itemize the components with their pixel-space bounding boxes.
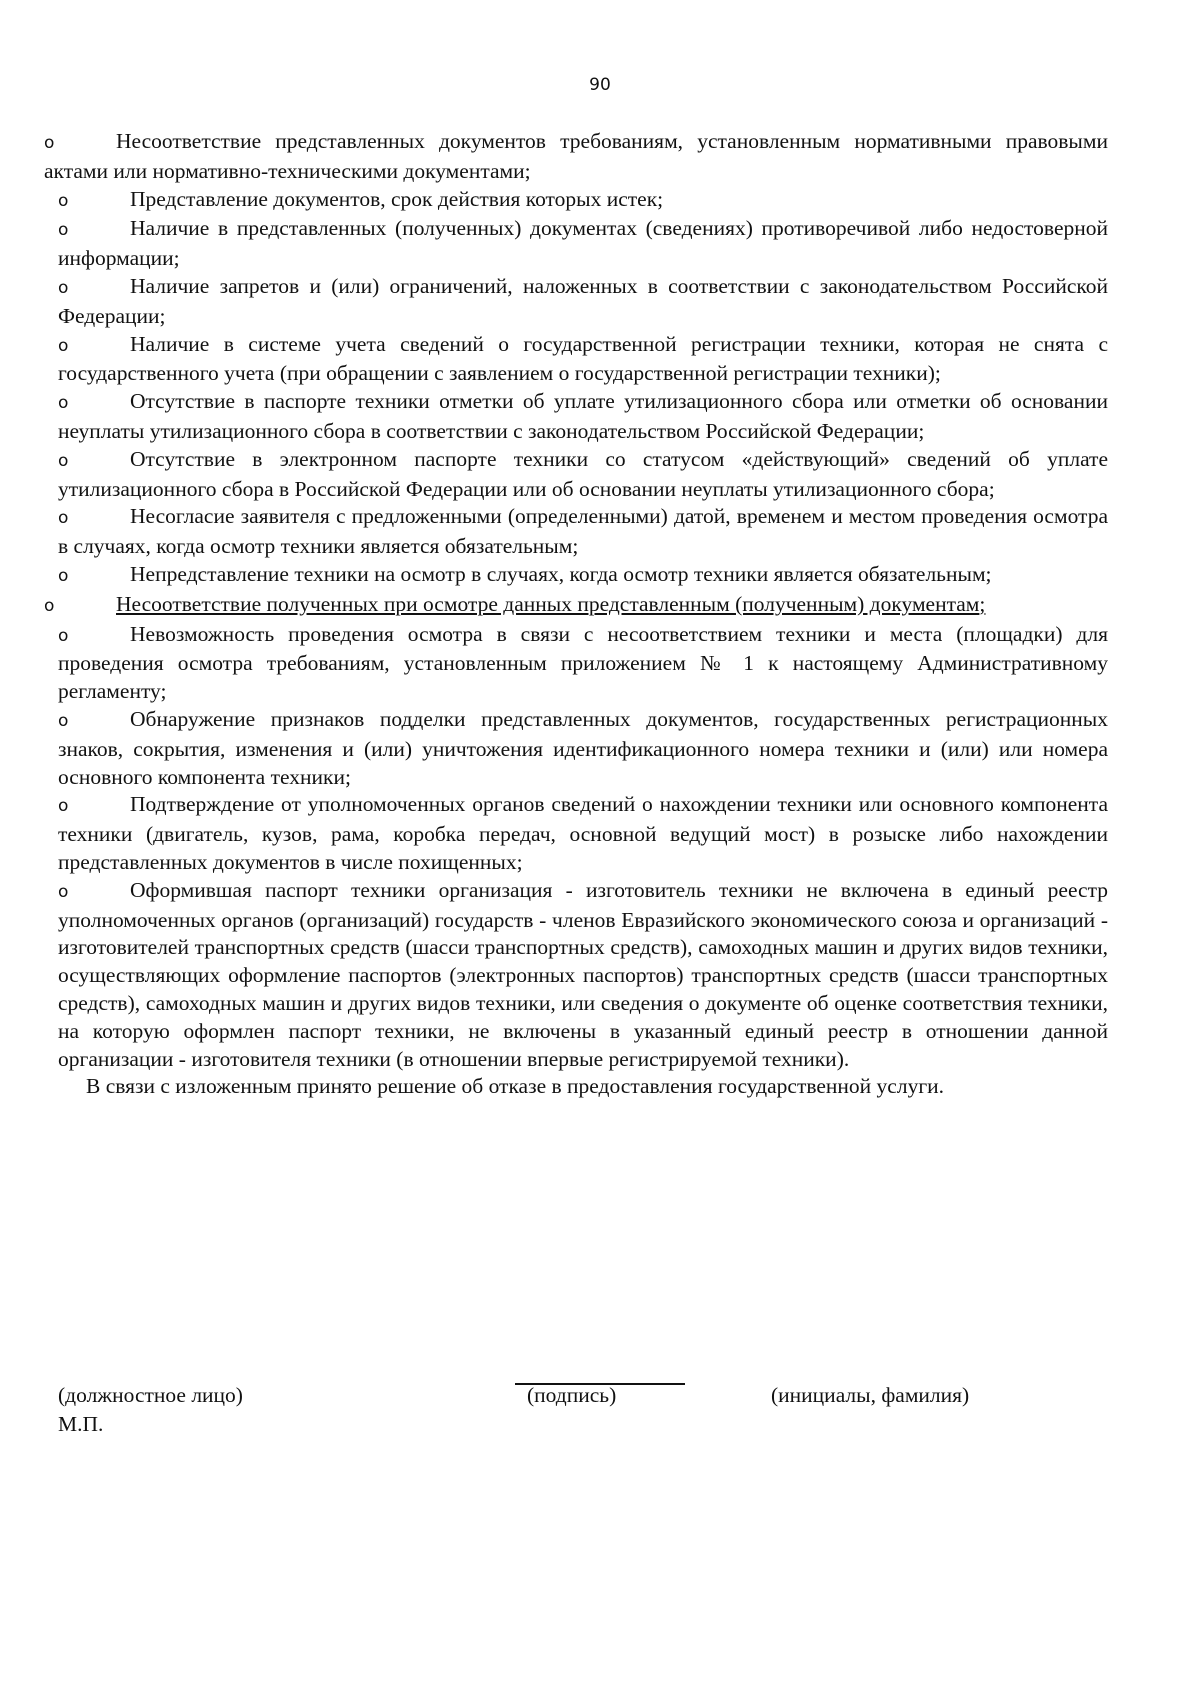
list-item-text: Несоответствие представленных документов требованиям, установленным нормативными правовыми актами или нормативно-техническими документами; [44,129,1108,183]
bullet-marker: o [58,796,69,817]
bullet-marker: o [58,220,69,241]
list-item [58,621,1108,706]
list-item-text: Наличие запретов и (или) ограничений, наложенных в соответствии с законодательством Российской Федерации; [58,273,1108,328]
list-item [58,186,1108,216]
list-item-text: Обнаружение признаков подделки представленных документов, государственных регистрационных знаков, сокрытия, изменения и (или) уничтожения идентификационного номера техники и (или) или номера основного компонента техники; [58,706,1108,789]
list-item-text: Невозможность проведения осмотра в связи с несоответствием техники и места (площадки) для проведения осмотра требованиям, установленным приложением № 1 к настоящему Административному регламенту; [58,621,1108,704]
list-item [58,877,1108,1074]
list-item-text: Наличие в представленных (полученных) документах (сведениях) противоречивой либо недостоверной информации; [58,216,1108,271]
bullet-marker: o [58,393,69,414]
list-item-text: Представление документов, срок действия которых истек; [130,186,664,211]
list-item-text: Оформившая паспорт техники организация - изготовитель техники не включена в единый реестр уполномоченных органов (организаций) государств - членов Евразийского экономического союза и организаций - изготовителей транспортных средств (шасси транспортных средств), самоходных машин и других видов техники, осуществляющих оформление паспортов (электронных паспортов) транспортных средств (шасси транспортных средств), самоходных машин и других видов техники, или сведения о документе об оценке соответствия техники, на которую оформлен паспорт техники, не включены в указанный единый реестр в отношении данной организации - изготовителя техники (в отношении впервые регистрируемой техники). [58,877,1108,1071]
document-body [44,128,1108,1101]
bullet-marker: o [58,450,69,471]
list-item [58,791,1108,876]
stamp-label: М.П. [58,1412,104,1436]
signature-label: (подпись) [527,1383,617,1407]
bullet-marker: o [58,190,69,211]
list-item-text: Несогласие заявителя с предложенными (определенными) датой, временем и местом проведения осмотра в случаях, когда осмотр техники является обязательным; [58,504,1108,559]
list-item-text: Непредставление техники на осмотр в случаях, когда осмотр техники является обязательным; [130,561,992,586]
page-number: 90 [589,75,611,95]
list-item-text: Отсутствие в паспорте техники отметки об уплате утилизационного сбора или отметки об основании неуплаты утилизационного сбора в соответствии с законодательством Российской Федерации; [58,389,1108,443]
bullet-marker: o [58,277,69,298]
conclusion-text: В связи с изложенным принято решение об отказе в предоставления государственной услуги. [86,1074,945,1099]
bullet-marker: o [58,625,69,646]
list-item [58,273,1108,331]
list-item [44,128,1108,186]
list-item [58,706,1108,791]
bullet-marker: o [58,335,69,356]
list-item-text: Наличие в системе учета сведений о государственной регистрации техники, которая не снята с государственного учета (при обращении с заявлением о государственной регистрации техники); [58,331,1108,386]
list-item-suffix: ; [979,591,986,616]
bullet-marker: o [58,881,69,902]
official-label: (должностное лицо) [58,1383,243,1407]
list-item [58,331,1108,389]
list-item [58,388,1108,446]
list-item [58,503,1108,561]
name-label: (инициалы, фамилия) [771,1383,970,1407]
list-item-underlined [44,591,1108,621]
bullet-marker: o [58,508,69,529]
list-item [58,561,1108,591]
bullet-marker: o [44,595,55,616]
bullet-marker: o [58,710,69,731]
list-item [58,446,1108,504]
bullet-marker: o [44,133,55,153]
list-item-text: Несоответствие полученных при осмотре данных представленным (полученным) документам [116,591,980,616]
list-item-text: Подтверждение от уполномоченных органов сведений о нахождении техники или основного компонента техники (двигатель, кузов, рама, коробка передач, основной ведущий мост) в розыске либо нахождении представленных документов в числе похищенных; [58,792,1108,874]
list-item-text: Отсутствие в электронном паспорте техники со статусом «действующий» сведений об уплате утилизационного сбора в Российской Федерации или об основании неуплаты утилизационного сбора; [58,446,1108,501]
bullet-marker: o [58,565,69,586]
list-item [58,215,1108,273]
